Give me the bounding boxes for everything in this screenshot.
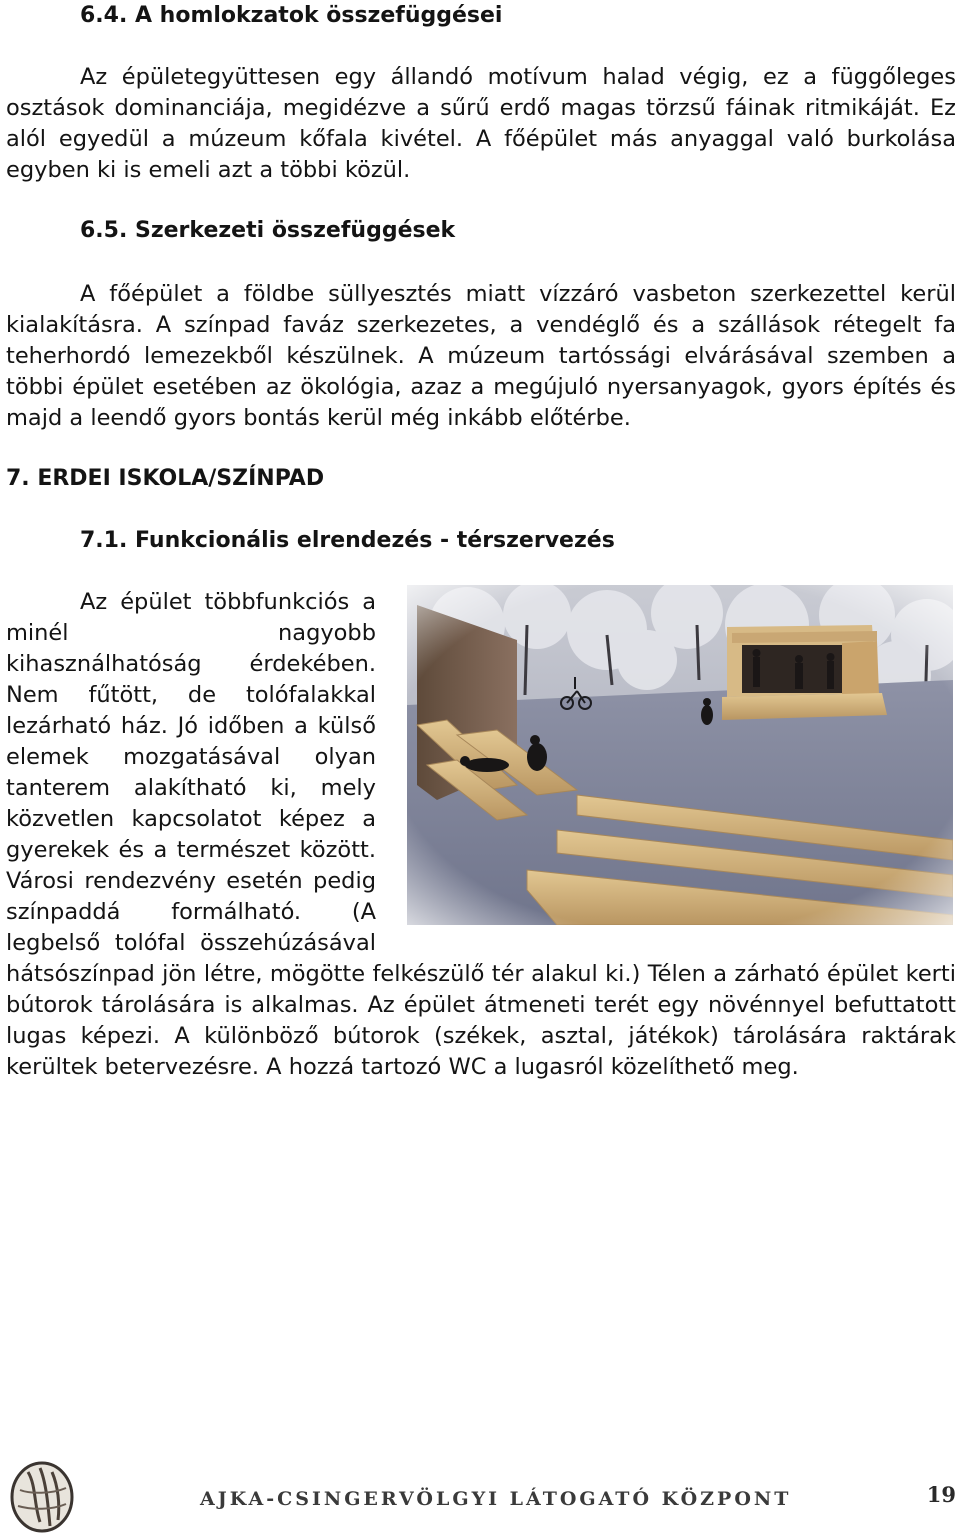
section-heading-6-4: 6.4. A homlokzatok összefüggései	[80, 3, 503, 28]
paragraph-facades: Az épületegyüttesen egy állandó motívum halad végig, ez a függőleges osztások dominanciája, megidézve a sűrű erdő magas törzsű fáinak ritmikáját. Ez alól egyedül a múzeum kőfala kivétel. A főépület más anyaggal való burkolása egyben ki is emeli azt a többi közül.	[6, 64, 956, 183]
chapter-heading-7: 7. ERDEI ISKOLA/SZÍNPAD	[6, 466, 325, 491]
footer-title: AJKA-CSINGERVÖLGYI LÁTOGATÓ KÖZPONT	[200, 1488, 792, 1510]
paragraph-structures: A főépület a földbe süllyesztés miatt vízzáró vasbeton szerkezettel kerül kialakításra. A színpad faváz szerkezetes, a vendéglő és a szállások rétegelt fa teherhordó lemezekből készülnek. A múzeum tartóssági elvárásával szemben a többi épület esetében az ökológia, azaz a megújuló nyersanyagok, gyors építés és majd a leendő gyors bontás kerül még inkább előtérbe.	[6, 281, 956, 431]
paragraph-functional-layout-text: Az épület többfunkciós a minél nagyobb kihasználhatóság érdekében. Nem fűtött, de tolófalakkal lezárható ház. Jó időben a külső elemek mozgatásával olyan tanterem alakítható ki, mely közvetlen kapcsolatot képez a gyerekek és a természet között. Városi rendezvény esetén pedig színpaddá formálható. (A legbelső tolófal összehúzásával hátsószínpad jön létre, mögötte felkészülő tér alakul ki.) Télen a zárható épület kerti bútorok tárolására is alkalmas. Az épület átmeneti terét egy növénnyel befuttatott lugas képezi. A különböző bútorok (székek, asztal, játékok) tárolására raktárak kerültek betervezésre. A hozzá tartozó WC a lugasról közelíthető meg.	[6, 589, 956, 1080]
outdoor-stage-rendering	[407, 585, 953, 925]
page-number: 19	[926, 1482, 956, 1507]
fossil-shell-logo	[6, 1460, 76, 1534]
section-heading-6-5: 6.5. Szerkezeti összefüggések	[80, 218, 456, 243]
section-heading-7-1: 7.1. Funkcionális elrendezés - térszervezés	[80, 528, 615, 553]
